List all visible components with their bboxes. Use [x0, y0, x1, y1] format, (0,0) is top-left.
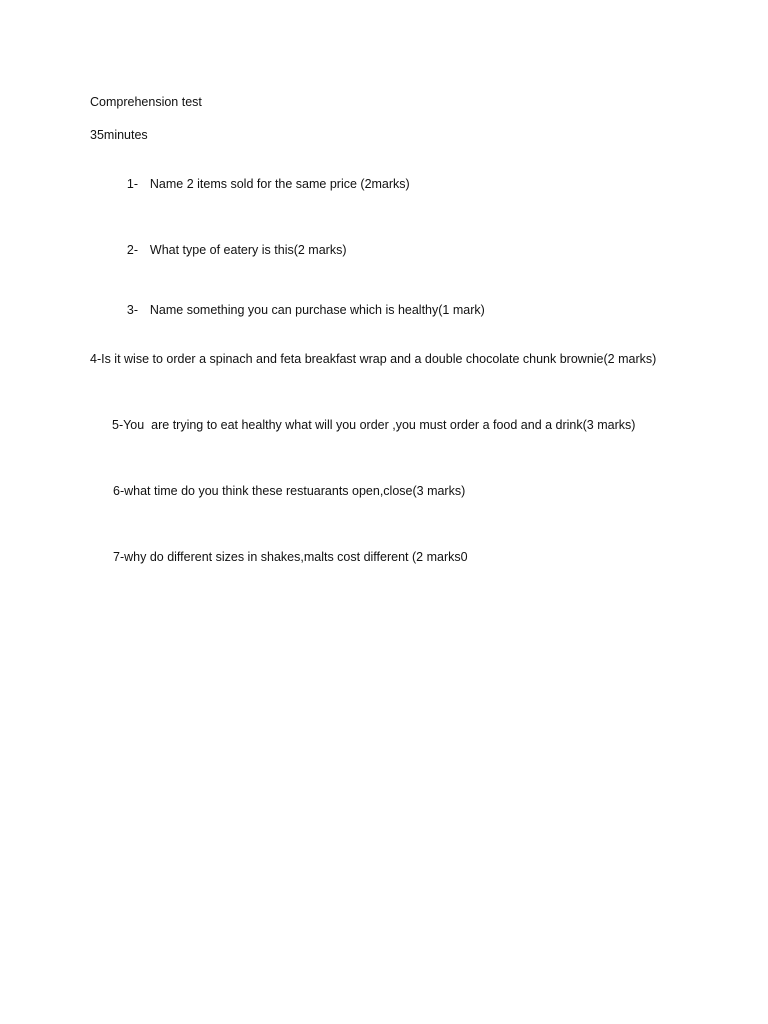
question-text: Name 2 items sold for the same price (2marks) — [149, 177, 410, 191]
question-number: 2- — [126, 243, 139, 257]
question-text: What type of eatery is this(2 marks) — [149, 243, 347, 257]
question-number: 1- — [126, 177, 139, 191]
question-2 — [113, 226, 347, 274]
question-6: 6-what time do you think these restuarants open,close(3 marks) — [113, 484, 466, 498]
question-1 — [113, 160, 410, 208]
question-4: 4-Is it wise to order a spinach and feta breakfast wrap and a double chocolate chunk brownie(2 marks) — [90, 352, 657, 366]
question-text: Name something you can purchase which is healthy(1 mark) — [149, 303, 485, 317]
test-duration: 35minutes — [90, 128, 148, 142]
question-number: 3- — [126, 303, 139, 317]
question-3 — [113, 286, 485, 334]
question-5: 5-You are trying to eat healthy what will you order ,you must order a food and a drink(3 marks) — [112, 418, 636, 432]
document-title: Comprehension test — [90, 95, 202, 109]
question-7: 7-why do different sizes in shakes,malts cost different (2 marks0 — [113, 550, 468, 564]
